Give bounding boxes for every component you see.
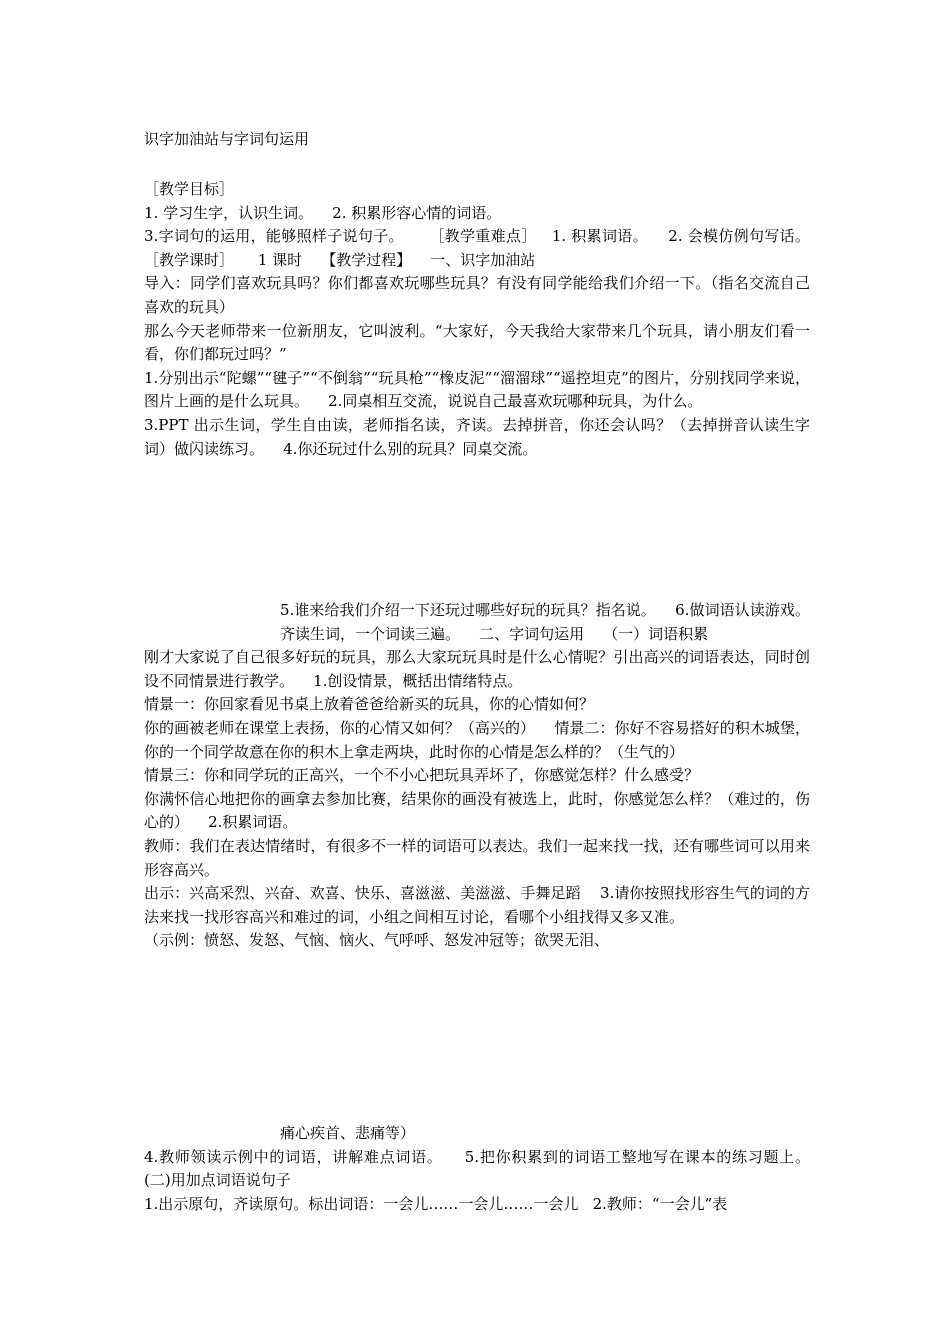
paragraph: 1. 学习生字，认识生词。 2. 积累形容心情的词语。 <box>144 203 502 222</box>
paragraph: 4.教师领读示例中的词语，讲解难点词语。 5.把你积累到的词语工整地写在课本的练习题上。 (二)用加点词语说句子 <box>144 1147 830 1190</box>
paragraph: ［教学目标］ <box>144 180 235 198</box>
paragraph: 情景三：你和同学玩的正高兴，一个不小心把玩具弄坏了，你感觉怎样？什么感受？ <box>144 766 700 785</box>
paragraph: 情景一：你回家看见书桌上放着爸爸给新买的玩具，你的心情如何？ <box>144 695 595 714</box>
section-teaching-goals <box>144 178 834 461</box>
paragraph: 3.字词句的运用，能够照样子说句子。 ［教学重难点］ 1. 积累词语。 2. 会模仿例句写话。 ［教学课时］ 1 课时 【教学过程】 一、识字加油站 <box>144 227 834 269</box>
section-sentence-practice <box>144 1122 830 1216</box>
document-title: 识字加油站与字词句运用 <box>144 130 310 148</box>
paragraph: （示例：愤怒、发怒、气恼、恼火、气呼呼、怒发冲冠等；欲哭无泪、 <box>144 931 610 950</box>
paragraph: 刚才大家说了自己很多好玩的玩具，那么大家玩玩具时是什么心情呢？引出高兴的词语表达，同时创设不同情景进行教学。 1.创设情景，概括出情绪特点。 <box>144 648 810 690</box>
paragraph: 5.谁来给我们介绍一下还玩过哪些好玩的玩具？指名说。 6.做词语认读游戏。齐读生词，一个词读三遍。 二、字词句运用 （一）词语积累 <box>280 601 810 643</box>
paragraph: 1.出示原句，齐读原句。标出词语：一会儿……一会儿……一会儿 2.教师：“一会儿”表 <box>144 1194 728 1213</box>
paragraph: 那么今天老师带来一位新朋友，它叫波利。“大家好，今天我给大家带来几个玩具，请小朋友们看一看，你们都玩过吗？” <box>144 321 810 364</box>
paragraph: 出示：兴高采烈、兴奋、欢喜、快乐、喜滋滋、美滋滋、手舞足蹈 3.请你按照找形容生气的词的方法来找一找形容高兴和难过的词，小组之间相互讨论，看哪个小组找得又多又准。 <box>144 884 810 926</box>
paragraph: 你的画被老师在课堂上表扬，你的心情又如何？（高兴的） 情景二：你好不容易搭好的积木城堡，你的一个同学故意在你的积木上拿走两块，此时你的心情是怎么样的？（生气的） <box>144 718 810 761</box>
paragraph: 你满怀信心地把你的画拿去参加比赛，结果你的画没有被选上，此时，你感觉怎么样？（难过的，伤心的） 2.积累词语。 <box>144 789 810 832</box>
paragraph: 导入：同学们喜欢玩具吗？你们都喜欢玩哪些玩具？有没有同学能给我们介绍一下。（指名交流自己喜欢的玩具） <box>144 274 810 316</box>
paragraph: 教师：我们在表达情绪时，有很多不一样的词语可以表达。我们一起来找一找，还有哪些词可以用来形容高兴。 <box>144 836 810 879</box>
section-word-usage <box>144 599 810 953</box>
paragraph: 痛心疾首、悲痛等） <box>280 1124 416 1142</box>
paragraph: 3.PPT 出示生词，学生自由读，老师指名读，齐读。去掉拼音，你还会认吗？（去掉拼音认读生字词）做闪读练习。 4.你还玩过什么别的玩具？同桌交流。 <box>144 415 810 458</box>
paragraph: 1.分别出示“陀螺”“毽子”“不倒翁”“玩具枪”“橡皮泥”“溜溜球”“遥控坦克”的图片，分别找同学来说，图片上画的是什么玩具。 2.同桌相互交流，说说自己最喜欢玩哪种玩具，为什么。 <box>144 368 810 411</box>
